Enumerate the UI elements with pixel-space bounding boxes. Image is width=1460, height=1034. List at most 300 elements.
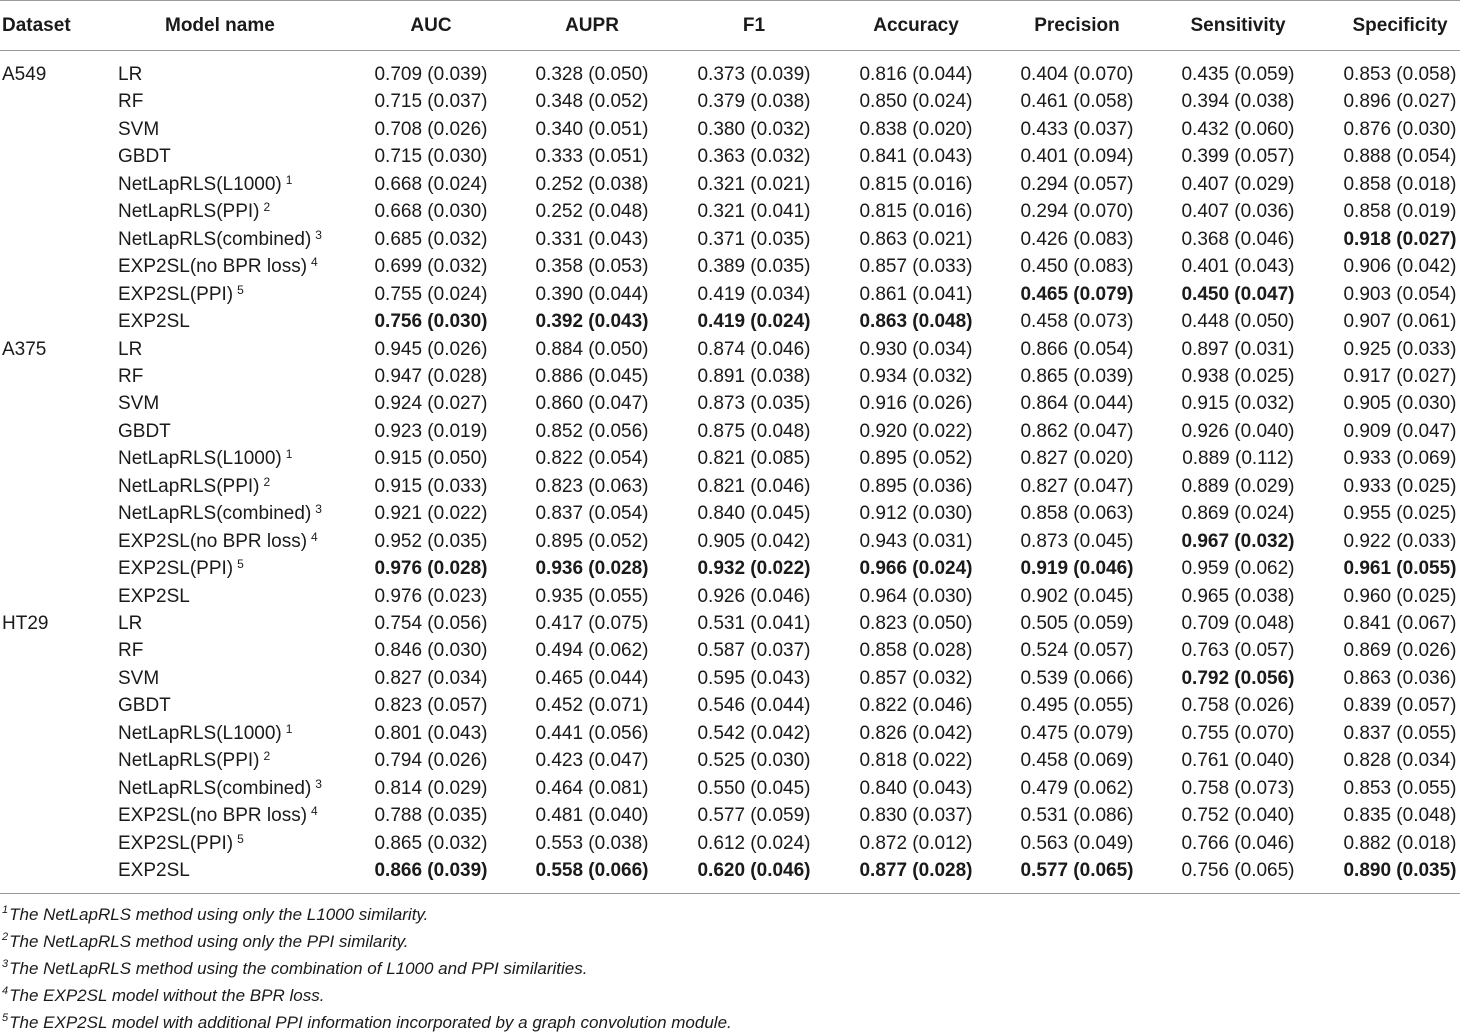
cell-precision: 0.404 (0.070): [1020, 64, 1134, 85]
cell-accuracy: 0.815 (0.016): [859, 173, 973, 195]
footnote-marker: 2: [263, 200, 271, 215]
cell-precision: 0.531 (0.086): [1020, 805, 1134, 827]
cell-precision: 0.865 (0.039): [1020, 365, 1134, 387]
model-name: [118, 338, 142, 362]
footnote-marker: 1: [285, 721, 293, 736]
cell-f1: 0.875 (0.048): [697, 420, 811, 442]
cell-f1: 0.840 (0.045): [697, 503, 811, 525]
cell-precision: 0.458 (0.073): [1020, 311, 1134, 333]
cell-f1: 0.542 (0.042): [697, 722, 811, 744]
model-name: [118, 694, 171, 718]
cell-accuracy: 0.830 (0.037): [859, 805, 973, 827]
cell-precision: 0.864 (0.044): [1020, 393, 1134, 415]
cell-aupr: 0.935 (0.055): [535, 585, 649, 607]
cell-accuracy: 0.861 (0.041): [859, 283, 973, 305]
model-name: [118, 145, 171, 169]
cell-specificity: 0.933 (0.025): [1343, 475, 1457, 497]
cell-accuracy: 0.826 (0.042): [859, 722, 973, 744]
cell-sensitivity: 0.399 (0.057): [1181, 146, 1295, 168]
header-f1: F1: [742, 15, 766, 36]
cell-f1: 0.905 (0.042): [697, 530, 811, 552]
model-name: [118, 173, 292, 197]
cell-aupr: 0.481 (0.040): [535, 805, 649, 827]
cell-f1: 0.531 (0.041): [697, 613, 811, 634]
model-name-text: LR: [118, 613, 143, 634]
cell-specificity: 0.907 (0.061): [1343, 311, 1457, 333]
cell-sensitivity: 0.766 (0.046): [1181, 832, 1295, 854]
cell-sensitivity: 0.926 (0.040): [1181, 420, 1295, 442]
cell-auc: 0.699 (0.032): [374, 256, 488, 278]
cell-accuracy: 0.822 (0.046): [859, 695, 973, 717]
cell-precision: 0.827 (0.020): [1020, 448, 1134, 470]
cell-sensitivity: 0.450 (0.047): [1181, 283, 1295, 305]
cell-auc: 0.915 (0.033): [374, 475, 488, 497]
cell-sensitivity: 0.368 (0.046): [1181, 228, 1295, 250]
cell-sensitivity: 0.897 (0.031): [1181, 338, 1295, 360]
footnote-text: The NetLapRLS method using the combination of L1000 and PPI similarities.: [9, 959, 588, 978]
model-name-text: NetLapRLS(PPI): [118, 475, 260, 497]
cell-auc: 0.924 (0.027): [374, 393, 488, 415]
cell-accuracy: 0.840 (0.043): [859, 777, 973, 799]
model-name-text: RF: [118, 91, 144, 113]
cell-accuracy: 0.930 (0.034): [859, 338, 973, 360]
model-name: [118, 420, 171, 444]
footnote: [2, 985, 324, 1007]
model-name-text: EXP2SL(PPI): [118, 832, 234, 854]
cell-accuracy: 0.863 (0.021): [859, 228, 973, 250]
cell-aupr: 0.895 (0.052): [535, 530, 649, 552]
cell-f1: 0.926 (0.046): [697, 585, 811, 607]
cell-precision: 0.433 (0.037): [1020, 118, 1134, 140]
cell-sensitivity: 0.761 (0.040): [1181, 750, 1295, 772]
table-top-rule: [0, 0, 1460, 1]
cell-specificity: 0.918 (0.027): [1343, 228, 1457, 250]
cell-f1: 0.546 (0.044): [697, 695, 811, 717]
cell-f1: 0.379 (0.038): [697, 91, 811, 113]
model-name: [118, 804, 318, 828]
cell-accuracy: 0.943 (0.031): [859, 530, 973, 552]
cell-auc: 0.823 (0.057): [374, 695, 488, 717]
cell-specificity: 0.955 (0.025): [1343, 503, 1457, 525]
model-name: [118, 283, 244, 307]
cell-specificity: 0.828 (0.034): [1343, 750, 1457, 772]
model-name-text: RF: [118, 640, 144, 662]
footnote-text: The NetLapRLS method using only the PPI similarity.: [9, 932, 409, 951]
cell-sensitivity: 0.407 (0.036): [1181, 201, 1295, 223]
cell-auc: 0.794 (0.026): [374, 750, 488, 772]
model-name-text: NetLapRLS(L1000): [118, 722, 282, 744]
cell-sensitivity: 0.448 (0.050): [1181, 311, 1295, 333]
model-name-text: NetLapRLS(combined): [118, 228, 312, 250]
footnote-number: 5: [2, 1012, 9, 1024]
model-name: [118, 777, 322, 801]
cell-auc: 0.952 (0.035): [374, 530, 488, 552]
model-name-text: EXP2SL(no BPR loss): [118, 256, 308, 278]
cell-accuracy: 0.841 (0.043): [859, 146, 973, 168]
dataset-label: A375: [2, 338, 47, 360]
model-name-text: NetLapRLS(L1000): [118, 173, 282, 195]
cell-aupr: 0.252 (0.038): [535, 173, 649, 195]
cell-sensitivity: 0.938 (0.025): [1181, 365, 1295, 387]
cell-specificity: 0.905 (0.030): [1343, 393, 1457, 415]
footnote-text: The EXP2SL model without the BPR loss.: [9, 986, 325, 1005]
cell-f1: 0.595 (0.043): [697, 667, 811, 689]
footnote-marker: 4: [311, 255, 318, 270]
model-name: [118, 475, 270, 499]
model-name-text: EXP2SL: [118, 860, 190, 882]
model-name: [118, 557, 244, 581]
cell-sensitivity: 0.792 (0.056): [1181, 667, 1295, 689]
cell-aupr: 0.340 (0.051): [535, 118, 649, 140]
footnote: [2, 931, 409, 953]
model-name-text: EXP2SL(PPI): [118, 558, 234, 580]
cell-specificity: 0.933 (0.069): [1343, 448, 1457, 470]
model-name-text: EXP2SL(no BPR loss): [118, 805, 308, 827]
cell-auc: 0.756 (0.030): [374, 311, 488, 333]
header-auc: AUC: [410, 15, 452, 36]
cell-aupr: 0.390 (0.044): [535, 283, 649, 305]
cell-f1: 0.550 (0.045): [697, 777, 811, 799]
cell-sensitivity: 0.755 (0.070): [1181, 722, 1295, 744]
cell-sensitivity: 0.709 (0.048): [1181, 613, 1295, 634]
cell-precision: 0.458 (0.069): [1020, 750, 1134, 772]
cell-specificity: 0.839 (0.057): [1343, 695, 1457, 717]
footnote-number: 1: [2, 904, 9, 916]
footnote-number: 4: [2, 985, 9, 997]
cell-aupr: 0.452 (0.071): [535, 695, 649, 717]
model-name-text: GBDT: [118, 420, 171, 442]
cell-sensitivity: 0.967 (0.032): [1181, 530, 1295, 552]
cell-aupr: 0.333 (0.051): [535, 146, 649, 168]
footnote: [2, 958, 587, 980]
cell-f1: 0.587 (0.037): [697, 640, 811, 662]
header-sensitivity: Sensitivity: [1190, 15, 1286, 36]
cell-auc: 0.788 (0.035): [374, 805, 488, 827]
cell-f1: 0.821 (0.085): [697, 448, 811, 470]
model-name: [118, 255, 318, 279]
cell-accuracy: 0.916 (0.026): [859, 393, 973, 415]
cell-aupr: 0.553 (0.038): [535, 832, 649, 854]
footnote-marker: 5: [237, 557, 244, 572]
cell-aupr: 0.823 (0.063): [535, 475, 649, 497]
cell-aupr: 0.441 (0.056): [535, 722, 649, 744]
cell-aupr: 0.348 (0.052): [535, 91, 649, 113]
header-dataset: Dataset: [2, 15, 71, 36]
cell-specificity: 0.837 (0.055): [1343, 722, 1457, 744]
model-name-text: EXP2SL: [118, 585, 190, 607]
model-name: [118, 118, 159, 142]
cell-auc: 0.846 (0.030): [374, 640, 488, 662]
cell-f1: 0.389 (0.035): [697, 256, 811, 278]
cell-accuracy: 0.895 (0.052): [859, 448, 973, 470]
model-name-text: NetLapRLS(combined): [118, 777, 312, 799]
cell-aupr: 0.852 (0.056): [535, 420, 649, 442]
cell-aupr: 0.936 (0.028): [535, 558, 649, 580]
model-name: [118, 859, 190, 883]
cell-aupr: 0.886 (0.045): [535, 365, 649, 387]
cell-precision: 0.563 (0.049): [1020, 832, 1134, 854]
dataset-label: A549: [2, 64, 47, 85]
cell-accuracy: 0.934 (0.032): [859, 365, 973, 387]
cell-auc: 0.865 (0.032): [374, 832, 488, 854]
cell-auc: 0.921 (0.022): [374, 503, 488, 525]
cell-accuracy: 0.816 (0.044): [859, 64, 973, 85]
footnote-marker: 2: [263, 749, 271, 764]
model-name-text: EXP2SL(no BPR loss): [118, 530, 308, 552]
cell-f1: 0.620 (0.046): [697, 860, 811, 882]
cell-aupr: 0.860 (0.047): [535, 393, 649, 415]
model-name-text: SVM: [118, 667, 160, 689]
cell-sensitivity: 0.407 (0.029): [1181, 173, 1295, 195]
cell-sensitivity: 0.959 (0.062): [1181, 558, 1295, 580]
footnote-number: 2: [2, 931, 9, 943]
cell-precision: 0.866 (0.054): [1020, 338, 1134, 360]
cell-accuracy: 0.815 (0.016): [859, 201, 973, 223]
footnote-marker: 1: [285, 447, 293, 462]
model-name-text: NetLapRLS(combined): [118, 503, 312, 525]
cell-auc: 0.715 (0.037): [374, 91, 488, 113]
cell-f1: 0.874 (0.046): [697, 338, 811, 360]
cell-sensitivity: 0.758 (0.073): [1181, 777, 1295, 799]
cell-accuracy: 0.838 (0.020): [859, 118, 973, 140]
cell-specificity: 0.869 (0.026): [1343, 640, 1457, 662]
model-name: [118, 722, 292, 746]
cell-precision: 0.465 (0.079): [1020, 283, 1134, 305]
cell-f1: 0.932 (0.022): [697, 558, 811, 580]
model-name-text: RF: [118, 365, 144, 387]
cell-sensitivity: 0.756 (0.065): [1181, 860, 1295, 882]
cell-accuracy: 0.857 (0.032): [859, 667, 973, 689]
cell-specificity: 0.858 (0.019): [1343, 201, 1457, 223]
cell-auc: 0.668 (0.030): [374, 201, 488, 223]
cell-sensitivity: 0.869 (0.024): [1181, 503, 1295, 525]
header-aupr: AUPR: [565, 15, 619, 36]
cell-auc: 0.945 (0.026): [374, 338, 488, 360]
cell-precision: 0.294 (0.057): [1020, 173, 1134, 195]
cell-accuracy: 0.823 (0.050): [859, 613, 973, 634]
cell-precision: 0.461 (0.058): [1020, 91, 1134, 113]
model-name-text: NetLapRLS(PPI): [118, 201, 260, 223]
cell-sensitivity: 0.965 (0.038): [1181, 585, 1295, 607]
cell-f1: 0.419 (0.034): [697, 283, 811, 305]
cell-specificity: 0.888 (0.054): [1343, 146, 1457, 168]
cell-accuracy: 0.863 (0.048): [859, 311, 973, 333]
model-name: [118, 90, 143, 114]
cell-accuracy: 0.912 (0.030): [859, 503, 973, 525]
model-name: [118, 530, 318, 554]
cell-aupr: 0.392 (0.043): [535, 311, 649, 333]
cell-specificity: 0.906 (0.042): [1343, 256, 1457, 278]
model-name-text: EXP2SL: [118, 311, 190, 333]
footnote-text: The NetLapRLS method using only the L1000 similarity.: [9, 905, 429, 924]
model-name-text: LR: [118, 64, 143, 85]
model-name: [118, 228, 322, 252]
cell-auc: 0.947 (0.028): [374, 365, 488, 387]
footnote-marker: 5: [237, 831, 244, 846]
cell-f1: 0.419 (0.024): [697, 311, 811, 333]
model-name: [118, 392, 159, 416]
model-name: [118, 832, 244, 856]
cell-specificity: 0.922 (0.033): [1343, 530, 1457, 552]
cell-aupr: 0.464 (0.081): [535, 777, 649, 799]
cell-specificity: 0.896 (0.027): [1343, 91, 1457, 113]
cell-precision: 0.873 (0.045): [1020, 530, 1134, 552]
header-model-name: Model name: [165, 15, 275, 36]
cell-aupr: 0.822 (0.054): [535, 448, 649, 470]
cell-precision: 0.858 (0.063): [1020, 503, 1134, 525]
footnote-marker: 3: [315, 227, 322, 242]
cell-sensitivity: 0.763 (0.057): [1181, 640, 1295, 662]
model-name-text: GBDT: [118, 695, 171, 717]
cell-specificity: 0.863 (0.036): [1343, 667, 1457, 689]
cell-auc: 0.915 (0.050): [374, 448, 488, 470]
cell-precision: 0.495 (0.055): [1020, 695, 1134, 717]
cell-auc: 0.801 (0.043): [374, 722, 488, 744]
cell-precision: 0.505 (0.059): [1020, 613, 1134, 634]
cell-aupr: 0.252 (0.048): [535, 201, 649, 223]
model-name: [118, 365, 143, 389]
cell-f1: 0.380 (0.032): [697, 118, 811, 140]
cell-sensitivity: 0.432 (0.060): [1181, 118, 1295, 140]
cell-specificity: 0.876 (0.030): [1343, 118, 1457, 140]
cell-specificity: 0.903 (0.054): [1343, 283, 1457, 305]
footnote: [2, 904, 428, 926]
cell-precision: 0.294 (0.070): [1020, 201, 1134, 223]
cell-accuracy: 0.920 (0.022): [859, 420, 973, 442]
cell-auc: 0.708 (0.026): [374, 118, 488, 140]
footnote-number: 3: [2, 958, 9, 970]
cell-precision: 0.862 (0.047): [1020, 420, 1134, 442]
cell-precision: 0.827 (0.047): [1020, 475, 1134, 497]
model-name: [118, 447, 292, 471]
cell-auc: 0.976 (0.023): [374, 585, 488, 607]
cell-precision: 0.902 (0.045): [1020, 585, 1134, 607]
footnote-marker: 4: [311, 804, 318, 819]
cell-auc: 0.754 (0.056): [374, 613, 488, 634]
cell-aupr: 0.884 (0.050): [535, 338, 649, 360]
cell-sensitivity: 0.758 (0.026): [1181, 695, 1295, 717]
cell-precision: 0.524 (0.057): [1020, 640, 1134, 662]
model-name: [118, 639, 143, 663]
model-name: [118, 63, 142, 87]
footnote-marker: 3: [315, 502, 322, 517]
model-name-text: NetLapRLS(PPI): [118, 750, 260, 772]
cell-sensitivity: 0.915 (0.032): [1181, 393, 1295, 415]
cell-accuracy: 0.966 (0.024): [859, 558, 973, 580]
cell-f1: 0.873 (0.035): [697, 393, 811, 415]
footnote-marker: 1: [285, 172, 293, 187]
cell-specificity: 0.960 (0.025): [1343, 585, 1457, 607]
model-name: [118, 502, 322, 526]
cell-f1: 0.612 (0.024): [697, 832, 811, 854]
cell-sensitivity: 0.889 (0.112): [1182, 448, 1294, 470]
footnote-marker: 2: [263, 474, 271, 489]
cell-specificity: 0.882 (0.018): [1343, 832, 1457, 854]
cell-specificity: 0.890 (0.035): [1343, 860, 1457, 882]
header-accuracy: Accuracy: [873, 15, 959, 36]
cell-specificity: 0.841 (0.067): [1343, 613, 1457, 634]
cell-aupr: 0.465 (0.044): [535, 667, 649, 689]
cell-f1: 0.373 (0.039): [697, 64, 811, 85]
cell-sensitivity: 0.889 (0.029): [1181, 475, 1295, 497]
cell-f1: 0.891 (0.038): [697, 365, 811, 387]
cell-specificity: 0.925 (0.033): [1343, 338, 1457, 360]
cell-f1: 0.525 (0.030): [697, 750, 811, 772]
cell-specificity: 0.853 (0.055): [1343, 777, 1457, 799]
cell-sensitivity: 0.435 (0.059): [1181, 64, 1295, 85]
cell-aupr: 0.494 (0.062): [535, 640, 649, 662]
table-header-rule: [0, 50, 1460, 51]
cell-f1: 0.321 (0.041): [697, 201, 811, 223]
cell-precision: 0.426 (0.083): [1020, 228, 1134, 250]
cell-auc: 0.715 (0.030): [374, 146, 488, 168]
cell-precision: 0.539 (0.066): [1020, 667, 1134, 689]
model-name: [118, 310, 190, 334]
model-name-text: LR: [118, 338, 143, 360]
cell-auc: 0.814 (0.029): [374, 777, 488, 799]
cell-specificity: 0.853 (0.058): [1343, 64, 1457, 85]
cell-sensitivity: 0.394 (0.038): [1181, 91, 1295, 113]
model-name-text: EXP2SL(PPI): [118, 283, 234, 305]
cell-precision: 0.475 (0.079): [1020, 722, 1134, 744]
cell-auc: 0.923 (0.019): [374, 420, 488, 442]
cell-precision: 0.401 (0.094): [1020, 146, 1134, 168]
cell-auc: 0.668 (0.024): [374, 173, 488, 195]
cell-accuracy: 0.872 (0.012): [859, 832, 973, 854]
cell-accuracy: 0.964 (0.030): [859, 585, 973, 607]
cell-aupr: 0.417 (0.075): [535, 613, 649, 634]
model-name: [118, 585, 190, 609]
model-name: [118, 612, 142, 636]
cell-specificity: 0.961 (0.055): [1343, 558, 1457, 580]
footnote-text: The EXP2SL model with additional PPI information incorporated by a graph convolution module.: [9, 1013, 732, 1032]
cell-auc: 0.976 (0.028): [374, 558, 488, 580]
model-name-text: SVM: [118, 118, 160, 140]
cell-specificity: 0.835 (0.048): [1343, 805, 1457, 827]
cell-specificity: 0.858 (0.018): [1343, 173, 1457, 195]
cell-accuracy: 0.858 (0.028): [859, 640, 973, 662]
cell-sensitivity: 0.752 (0.040): [1181, 805, 1295, 827]
cell-aupr: 0.837 (0.054): [535, 503, 649, 525]
cell-aupr: 0.331 (0.043): [535, 228, 649, 250]
cell-f1: 0.577 (0.059): [697, 805, 811, 827]
footnote-marker: 4: [311, 529, 318, 544]
header-precision: Precision: [1034, 15, 1120, 36]
footnote-marker: 3: [315, 776, 322, 791]
cell-aupr: 0.558 (0.066): [535, 860, 649, 882]
model-name: [118, 749, 270, 773]
cell-accuracy: 0.877 (0.028): [859, 860, 973, 882]
cell-aupr: 0.328 (0.050): [535, 64, 649, 85]
model-name-text: SVM: [118, 393, 160, 415]
model-name: [118, 200, 270, 224]
cell-auc: 0.866 (0.039): [374, 860, 488, 882]
cell-accuracy: 0.857 (0.033): [859, 256, 973, 278]
cell-f1: 0.371 (0.035): [697, 228, 811, 250]
cell-f1: 0.363 (0.032): [697, 146, 811, 168]
cell-accuracy: 0.850 (0.024): [859, 91, 973, 113]
cell-auc: 0.685 (0.032): [374, 228, 488, 250]
cell-specificity: 0.909 (0.047): [1343, 420, 1457, 442]
footnote-marker: 5: [237, 282, 244, 297]
cell-aupr: 0.358 (0.053): [535, 256, 649, 278]
cell-precision: 0.577 (0.065): [1020, 860, 1134, 882]
cell-accuracy: 0.818 (0.022): [859, 750, 973, 772]
dataset-label: HT29: [2, 613, 49, 634]
cell-f1: 0.321 (0.021): [697, 173, 811, 195]
cell-precision: 0.919 (0.046): [1020, 558, 1134, 580]
cell-sensitivity: 0.401 (0.043): [1181, 256, 1295, 278]
